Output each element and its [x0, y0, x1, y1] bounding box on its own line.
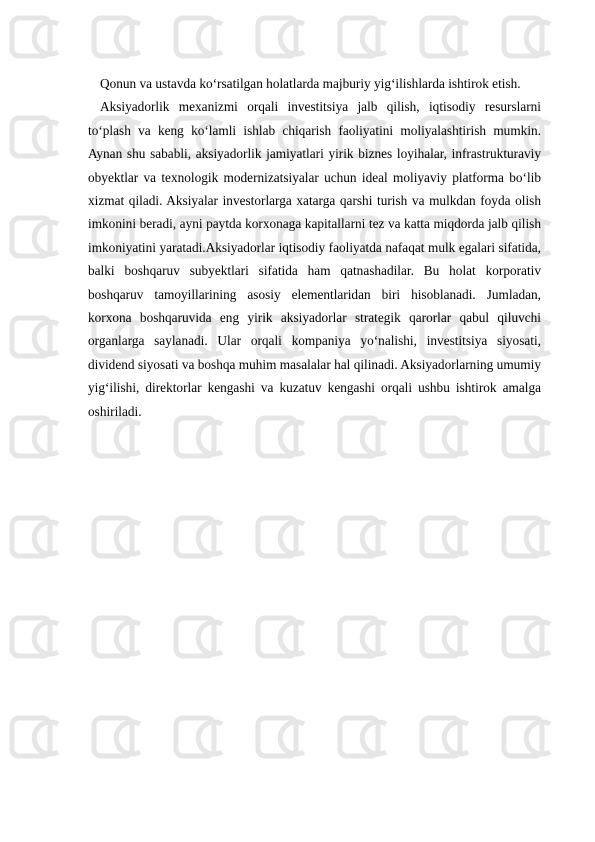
watermark-tile-icon	[340, 618, 386, 656]
watermark-tile-icon	[258, 18, 304, 56]
watermark-tile-icon	[176, 718, 222, 756]
watermark-tile-icon	[504, 18, 550, 56]
watermark-tile-icon	[94, 718, 140, 756]
watermark-tile-icon	[94, 618, 140, 656]
watermark-tile-icon	[422, 18, 468, 56]
watermark-tile-icon	[176, 418, 222, 456]
watermark-tile-icon	[504, 618, 550, 656]
watermark-tile-icon	[258, 618, 304, 656]
watermark-tile-icon	[340, 18, 386, 56]
watermark-tile-icon	[176, 618, 222, 656]
watermark-tile-icon	[94, 18, 140, 56]
watermark-tile-icon	[12, 518, 58, 556]
watermark-tile-icon	[504, 518, 550, 556]
watermark-tile-icon	[12, 718, 58, 756]
watermark-tile-icon	[12, 218, 58, 256]
watermark-tile-icon	[504, 418, 550, 456]
watermark-tile-icon	[176, 518, 222, 556]
watermark-tile-icon	[422, 418, 468, 456]
watermark-tile-icon	[258, 418, 304, 456]
watermark-tile-icon	[340, 518, 386, 556]
watermark-tile-icon	[504, 718, 550, 756]
document-body	[88, 72, 541, 423]
watermark-tile-icon	[12, 118, 58, 156]
watermark-tile-icon	[258, 518, 304, 556]
paragraph-1: Qonun va ustavda ko‘rsatilgan holatlarda majburiy yig‘ilishlarda ishtirok etish.	[100, 76, 521, 91]
watermark-tile-icon	[12, 618, 58, 656]
watermark-tile-icon	[12, 18, 58, 56]
watermark-tile-icon	[422, 718, 468, 756]
watermark-tile-icon	[12, 418, 58, 456]
watermark-tile-icon	[340, 418, 386, 456]
watermark-tile-icon	[422, 518, 468, 556]
watermark-tile-icon	[12, 318, 58, 356]
watermark-tile-icon	[258, 718, 304, 756]
watermark-tile-icon	[94, 418, 140, 456]
watermark-tile-icon	[340, 718, 386, 756]
paragraph-2: Aksiyadorlik mexanizmi orqali investitsiya jalb qilish, iqtisodiy resurslarni to‘plash va keng ko‘lamli ishlab chiqarish faoliyatini moliyalashtirish mumkin. Aynan shu sababli, aksiyadorlik jamiyatlari yirik biznes loyihalar, infrastrukturaviy obyektlar va texnologik modernizatsiyalar uchun ideal moliyaviy platforma bo‘lib xizmat qiladi. Aksiyalar investorlarga xatarga qarshi turish va mulkdan foyda olish imkonini beradi, ayni paytda korxonaga kapitallarni tez va katta miqdorda jalb qilish imkoniyatini yaratadi.Aksiyadorlar iqtisodiy faoliyatda nafaqat mulk egalari sifatida, balki boshqaruv subyektlari sifatida ham qatnashadilar. Bu holat korporativ boshqaruv tamoyillarining asosiy elementlaridan biri hisoblanadi. Jumladan, korxona boshqaruvida eng yirik aksiyadorlar strategik qarorlar qabul qiluvchi organlarga saylanadi. Ular orqali kompaniya yo‘nalishi, investitsiya siyosati, dividend siyosati va boshqa muhim masalalar hal qilinadi. Aksiyadorlarning umumiy yig‘ilishi, direktorlar kengashi va kuzatuv kengashi orqali ushbu ishtirok amalga oshiriladi.	[88, 99, 541, 419]
watermark-tile-icon	[176, 18, 222, 56]
watermark-tile-icon	[422, 618, 468, 656]
watermark-tile-icon	[94, 518, 140, 556]
